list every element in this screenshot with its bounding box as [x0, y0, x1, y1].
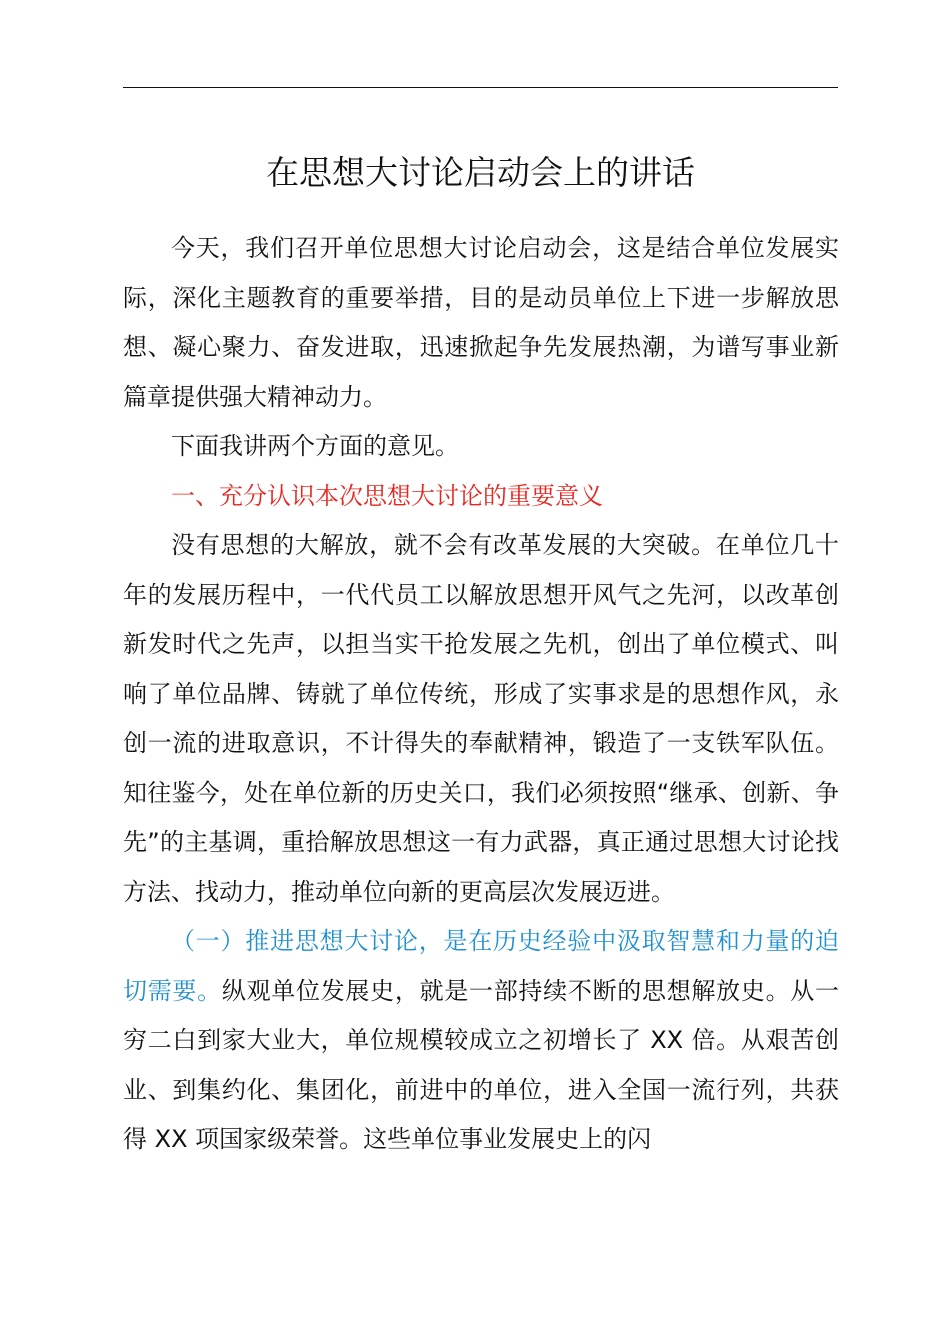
header-rule: [123, 87, 838, 88]
paragraph-intro: 今天，我们召开单位思想大讨论启动会，这是结合单位发展实际，深化主题教育的重要举措，目的是动员单位上下进一步解放思想、凝心聚力、奋发进取，迅速掀起争先发展热潮，为谱写事业新篇章提供强大精神动力。: [123, 234, 839, 411]
paragraph-subsection-1: [123, 917, 839, 1165]
subsection-body-1: 纵观单位发展史，就是一部持续不断的思想解放史。从一穷二白到家大业大，单位规模较成立之初增长了 XX 倍。从艰苦创业、到集约化、集团化，前进中的单位，进入全国一流行列，共获得 XX 项国家级荣誉。这些单位事业发展史上的闪: [123, 976, 840, 1153]
paragraph-section-1: 没有思想的大解放，就不会有改革发展的大突破。在单位几十年的发展历程中，一代代员工以解放思想开风气之先河，以改革创新发时代之先声，以担当实干抢发展之先机，创出了单位模式、叫响了单位品牌、铸就了单位传统，形成了实事求是的思想作风，永创一流的进取意识，不计得失的奉献精神，锻造了一支铁军队伍。知往鉴今，处在单位新的历史关口，我们必须按照“继承、创新、争先”的主基调，重拾解放思想这一有力武器，真正通过思想大讨论找方法、找动力，推动单位向新的更高层次发展迈进。: [123, 531, 839, 906]
document-title: 在思想大讨论启动会上的讲话: [266, 153, 695, 192]
document-body: [123, 224, 839, 1165]
paragraph-outline: 下面我讲两个方面的意见。: [171, 432, 459, 460]
subsection-heading-1: （一）推进思想大讨论，是在历史经验中汲取智慧和力量的迫切需要。: [123, 927, 839, 1005]
section-heading-1: 一、充分认识本次思想大讨论的重要意义: [171, 481, 603, 510]
